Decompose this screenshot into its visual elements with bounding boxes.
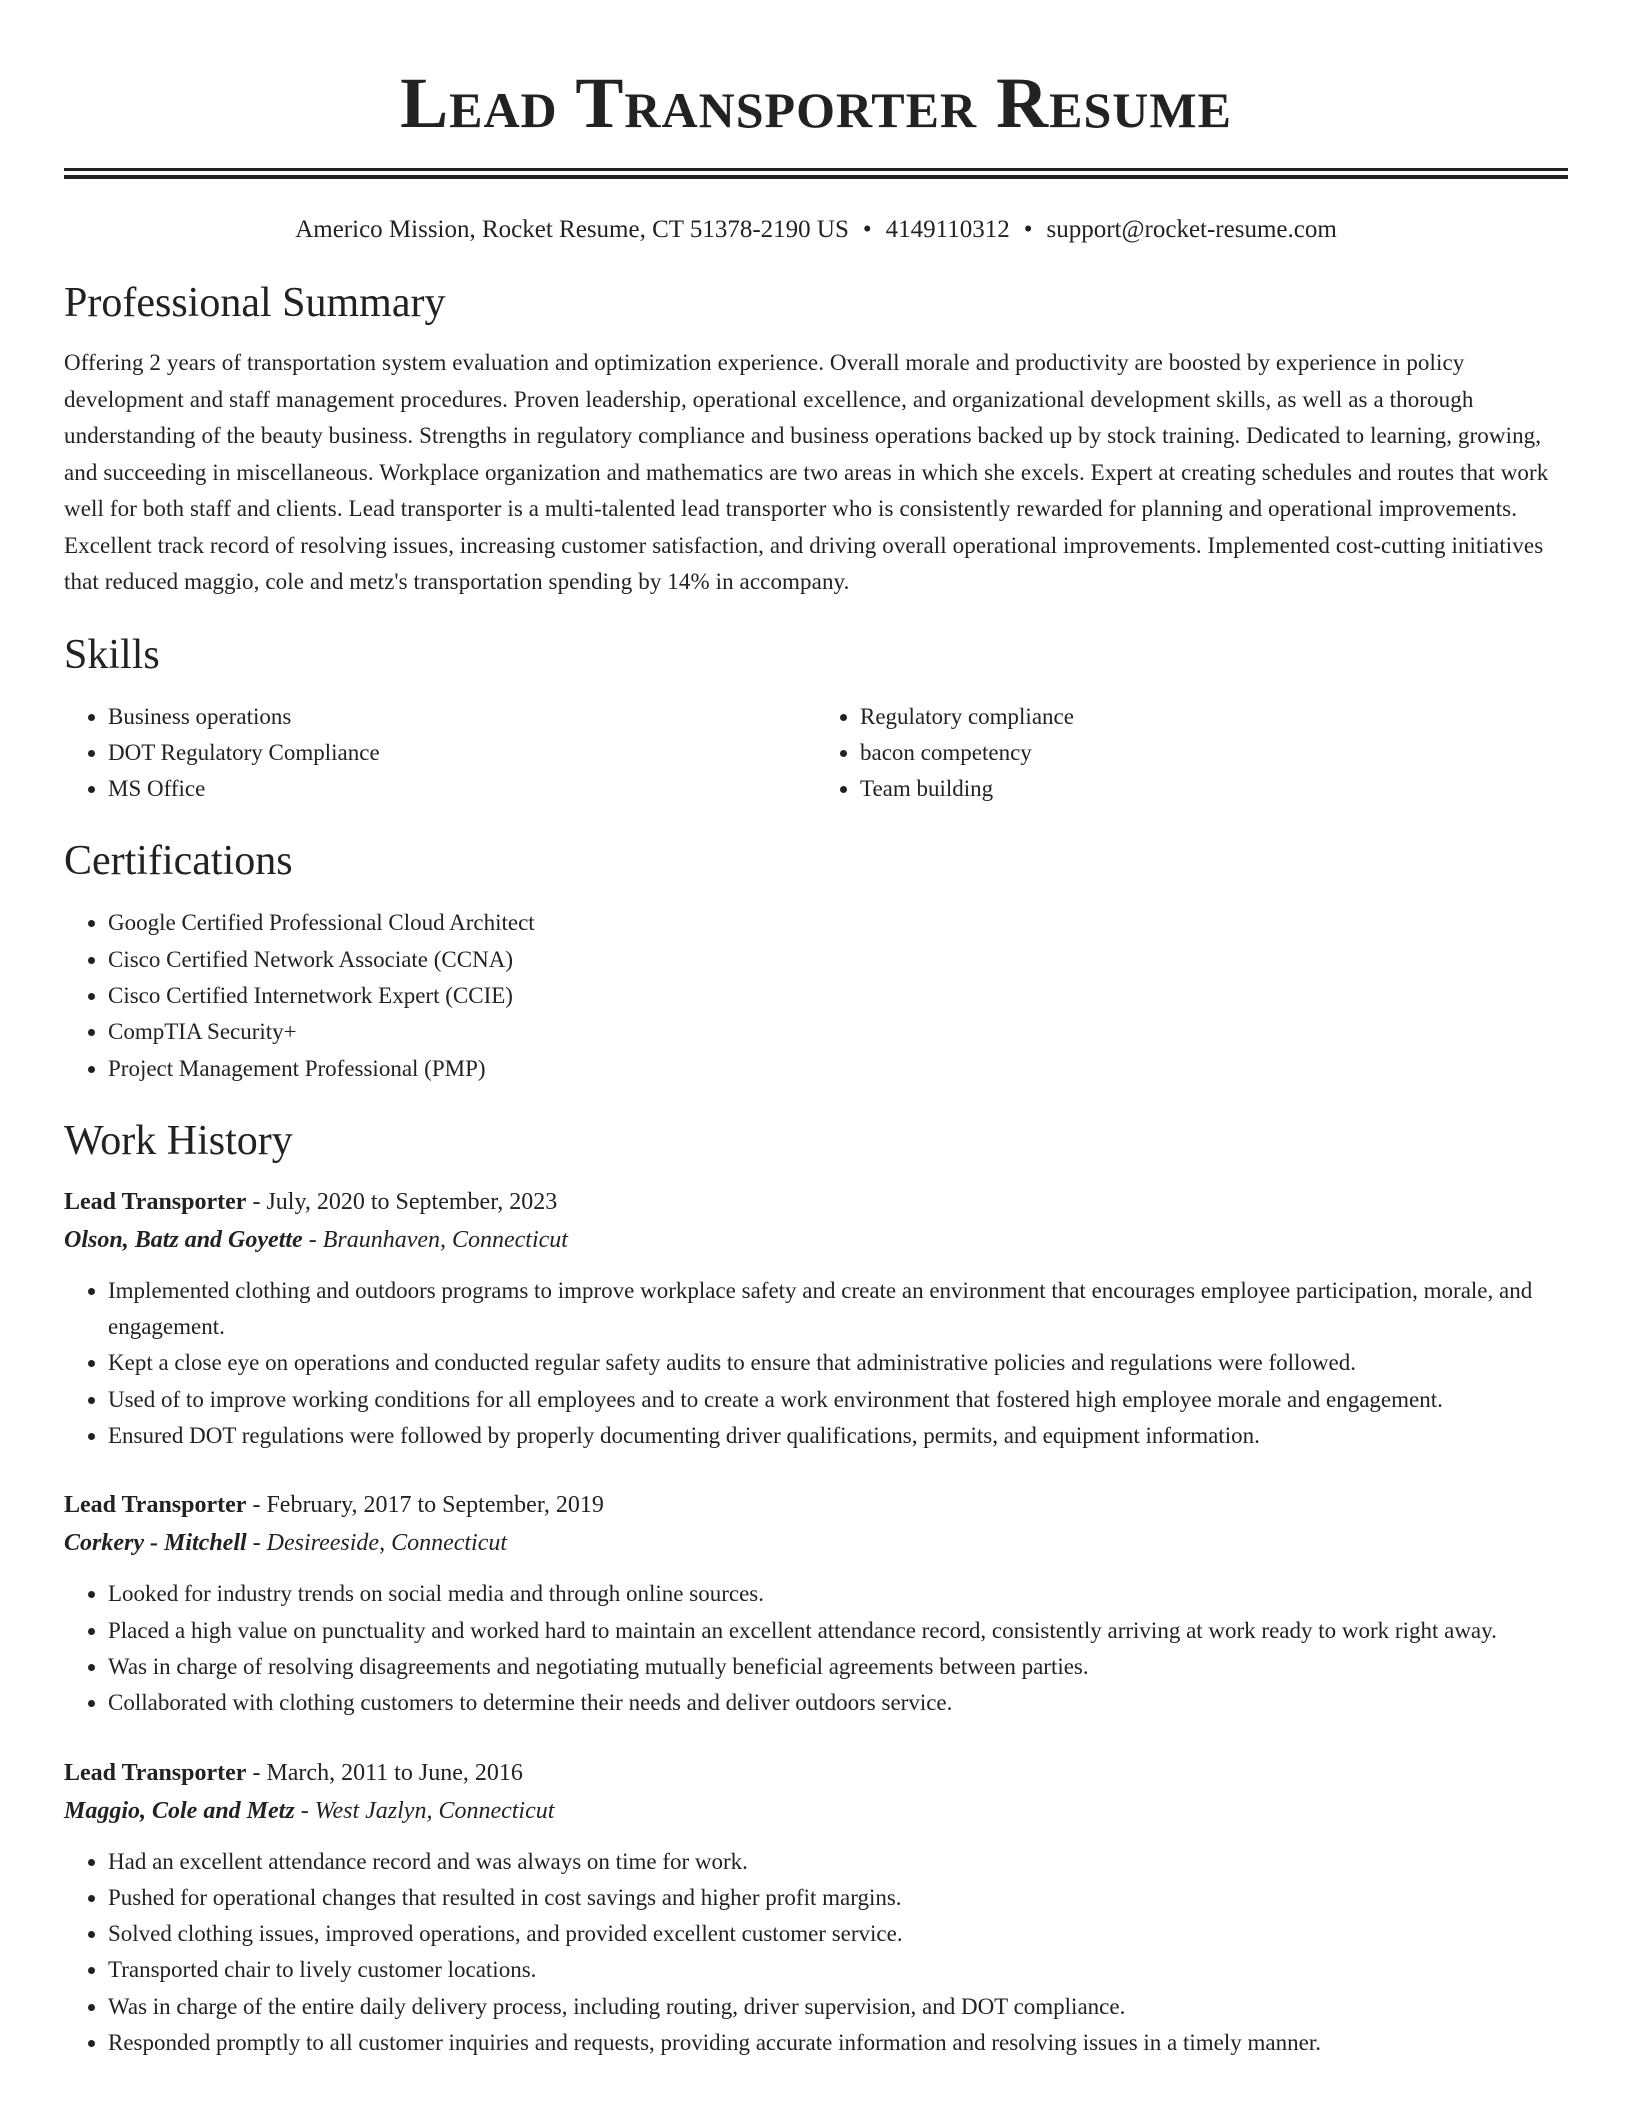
skills-section: [64, 627, 1568, 808]
job-company: Maggio, Cole and Metz: [64, 1797, 295, 1824]
skills-right-list: [816, 699, 1568, 808]
contact-separator: •: [862, 216, 872, 243]
certification-item: • Cisco Certified Internetwork Expert (CCIE): [108, 978, 1568, 1014]
job-header: Lead Transporter - July, 2020 to September, 2023: [64, 1188, 558, 1215]
job-bullet: • Responded promptly to all customer inquiries and requests, providing accurate information and resolving issues in a timely manner.: [108, 2025, 1568, 2061]
certifications-section: [64, 833, 1568, 1086]
skill-item: • Regulatory compliance: [860, 699, 1568, 735]
job-bullet: • Implemented clothing and outdoors programs to improve workplace safety and create an environment that encourages employee participation, morale, and engagement.: [108, 1273, 1568, 1346]
job-bullet: • Pushed for operational changes that resulted in cost savings and higher profit margins.: [108, 1880, 1568, 1916]
job-location: Desireeside, Connecticut: [266, 1530, 508, 1557]
job-bullet: • Transported chair to lively customer locations.: [108, 1952, 1568, 1988]
certifications-heading: Certifications: [64, 838, 293, 885]
job-dates: February, 2017 to September, 2019: [266, 1492, 604, 1519]
job-location: Braunhaven, Connecticut: [322, 1226, 568, 1253]
certification-item: • Google Certified Professional Cloud Architect: [108, 905, 1568, 941]
job-company: Olson, Batz and Goyette: [64, 1226, 303, 1253]
job-entry: [64, 1754, 1568, 2062]
skills-heading: Skills: [64, 631, 160, 678]
skill-item: • MS Office: [108, 771, 816, 807]
job-bullet: • Placed a high value on punctuality and worked hard to maintain an excellent attendance record, consistently arriving at work ready to work right away.: [108, 1613, 1568, 1649]
skills-grid: [64, 699, 1568, 808]
job-bullets: [64, 1273, 1568, 1454]
certification-item: • Project Management Professional (PMP): [108, 1051, 1568, 1087]
contact-phone: 4149110312: [885, 216, 1010, 243]
skills-left-list: [64, 699, 816, 808]
contact-address: Americo Mission, Rocket Resume, CT 51378-2190 US: [295, 216, 849, 243]
job-header: Lead Transporter - February, 2017 to September, 2019: [64, 1492, 604, 1519]
job-bullet: • Used of to improve working conditions for all employees and to create a work environment that fostered high employee morale and engagement.: [108, 1382, 1568, 1418]
job-bullet: • Was in charge of resolving disagreements and negotiating mutually beneficial agreements between parties.: [108, 1649, 1568, 1685]
certification-item: • CompTIA Security+: [108, 1014, 1568, 1050]
job-dates: March, 2011 to June, 2016: [266, 1759, 523, 1786]
job-bullet: • Had an excellent attendance record and was always on time for work.: [108, 1844, 1568, 1880]
job-bullet: • Ensured DOT regulations were followed by properly documenting driver qualifications, permits, and equipment information.: [108, 1418, 1568, 1454]
job-bullets: [64, 1576, 1568, 1721]
title-divider: [64, 168, 1568, 179]
job-role: Lead Transporter: [64, 1759, 247, 1786]
job-company: Corkery - Mitchell: [64, 1530, 247, 1557]
job-bullet: • Was in charge of the entire daily delivery process, including routing, driver supervision, and DOT compliance.: [108, 1989, 1568, 2025]
job-bullet: • Kept a close eye on operations and conducted regular safety audits to ensure that administrative policies and regulations were followed.: [108, 1345, 1568, 1381]
summary-text: Offering 2 years of transportation system evaluation and optimization experience. Overall morale and productivity are boosted by experience in policy development and staff management procedures. Proven leadership, operational excellence, and organizational development skills, as well as a thorough understanding of the beauty business. Strengths in regulatory compliance and business operations backed up by stock training. Dedicated to learning, growing, and succeeding in miscellaneous. Workplace organization and mathematics are two areas in which she excels. Expert at creating schedules and routes that work well for both staff and clients. Lead transporter is a multi-talented lead transporter who is consistently rewarded for planning and operational improvements. Excellent track record of resolving issues, increasing customer satisfaction, and driving overall operational improvements. Implemented cost-cutting initiatives that reduced maggio, cole and metz's transportation spending by 14% in accompany.: [64, 350, 1549, 594]
summary-heading: Professional Summary: [64, 280, 446, 326]
job-subheader: Corkery - Mitchell - Desireeside, Connecticut: [64, 1530, 508, 1557]
contact-email[interactable]: support@rocket-resume.com: [1046, 216, 1337, 243]
job-entry: [64, 1183, 1568, 1454]
job-dates: July, 2020 to September, 2023: [266, 1188, 558, 1215]
job-location: West Jazlyn, Connecticut: [314, 1797, 555, 1824]
skill-item: • Team building: [860, 771, 1568, 807]
work-history-section: [64, 1113, 1568, 2061]
resume-page: [64, 0, 1568, 2061]
job-bullets: [64, 1844, 1568, 2062]
skill-item: • bacon competency: [860, 735, 1568, 771]
job-bullet: • Collaborated with clothing customers to determine their needs and deliver outdoors service.: [108, 1685, 1568, 1721]
skill-item: • Business operations: [108, 699, 816, 735]
job-header: Lead Transporter - March, 2011 to June, 2016: [64, 1759, 523, 1786]
summary-section: [64, 275, 1568, 601]
skill-item: • DOT Regulatory Compliance: [108, 735, 816, 771]
job-role: Lead Transporter: [64, 1188, 247, 1215]
certification-item: • Cisco Certified Network Associate (CCNA): [108, 942, 1568, 978]
contact-separator: •: [1023, 216, 1033, 243]
job-role: Lead Transporter: [64, 1492, 247, 1519]
job-subheader: Maggio, Cole and Metz - West Jazlyn, Connecticut: [64, 1797, 555, 1824]
work-history-heading: Work History: [64, 1117, 293, 1164]
job-entry: [64, 1486, 1568, 1721]
contact-line: [64, 213, 1568, 247]
job-subheader: Olson, Batz and Goyette - Braunhaven, Connecticut: [64, 1226, 568, 1253]
job-bullet: • Solved clothing issues, improved operations, and provided excellent customer service.: [108, 1916, 1568, 1952]
page-title: Lead Transporter Resume: [400, 63, 1232, 143]
certifications-list: [64, 905, 1568, 1086]
job-bullet: • Looked for industry trends on social media and through online sources.: [108, 1576, 1568, 1612]
